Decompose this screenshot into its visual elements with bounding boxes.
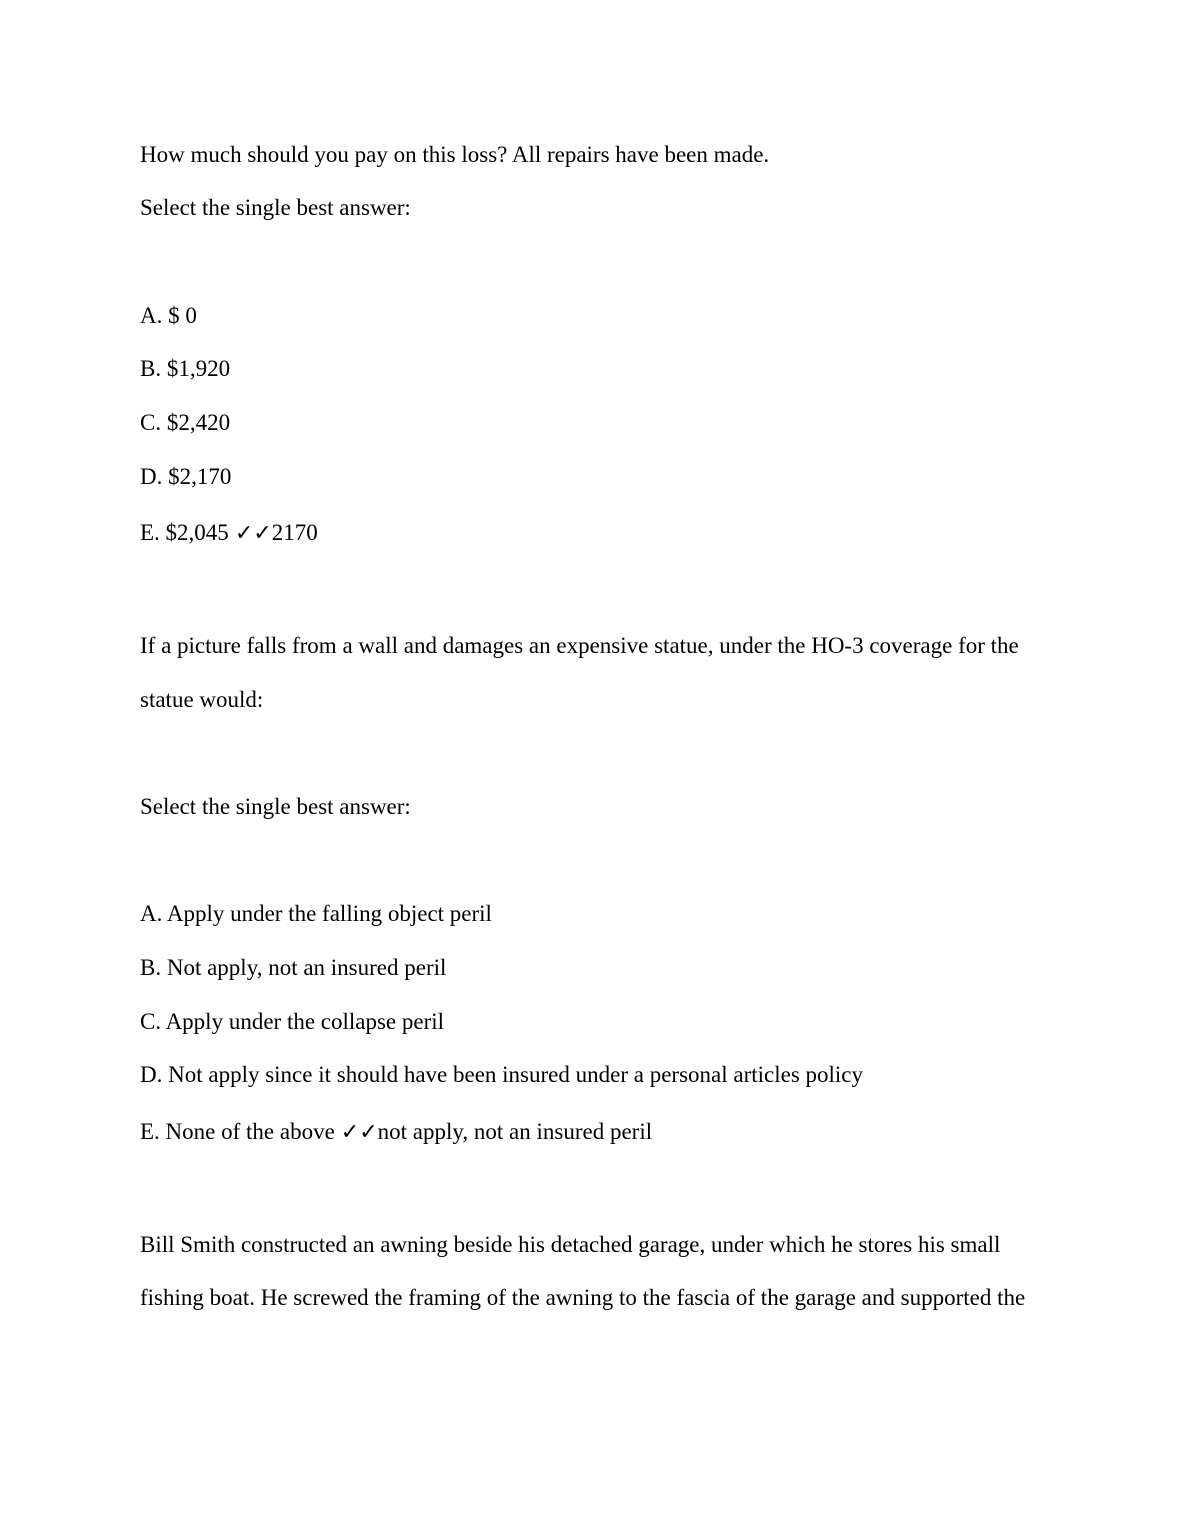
question1-option-e: E. $2,045: [140, 520, 229, 545]
question2-option-e: E. None of the above: [140, 1119, 335, 1144]
question1-option-a: A. $ 0: [140, 303, 197, 328]
question2-prompt-line1: If a picture falls from a wall and damages an expensive statue, under the HO-3 coverage for the: [140, 633, 1019, 658]
question2-instruction: Select the single best answer:: [140, 794, 411, 819]
question2-prompt-line2: statue would:: [140, 687, 264, 712]
check-mark-icon: ✓✓: [340, 1120, 378, 1145]
question1-option-c: C. $2,420: [140, 410, 231, 435]
question1-option-b: B. $1,920: [140, 356, 231, 381]
question1-prompt: How much should you pay on this loss? All repairs have been made.: [140, 142, 770, 167]
question1-option-e-row: [140, 521, 318, 545]
check-mark-icon: ✓✓: [234, 521, 272, 546]
question2-answer-note: not apply, not an insured peril: [377, 1119, 653, 1144]
question2-option-a: A. Apply under the falling object peril: [140, 901, 492, 926]
question2-option-b: B. Not apply, not an insured peril: [140, 955, 447, 980]
question2-option-c: C. Apply under the collapse peril: [140, 1009, 445, 1034]
question1-answer-note: 2170: [271, 520, 318, 545]
question2-option-e-row: [140, 1120, 652, 1144]
question3-prompt-line1: Bill Smith constructed an awning beside his detached garage, under which he stores his small: [140, 1232, 1001, 1257]
question1-option-d: D. $2,170: [140, 464, 232, 489]
question2-option-d: D. Not apply since it should have been insured under a personal articles policy: [140, 1062, 864, 1087]
question1-instruction: Select the single best answer:: [140, 195, 411, 220]
question3-prompt-line2: fishing boat. He screwed the framing of the awning to the fascia of the garage and supported the: [140, 1285, 1026, 1310]
